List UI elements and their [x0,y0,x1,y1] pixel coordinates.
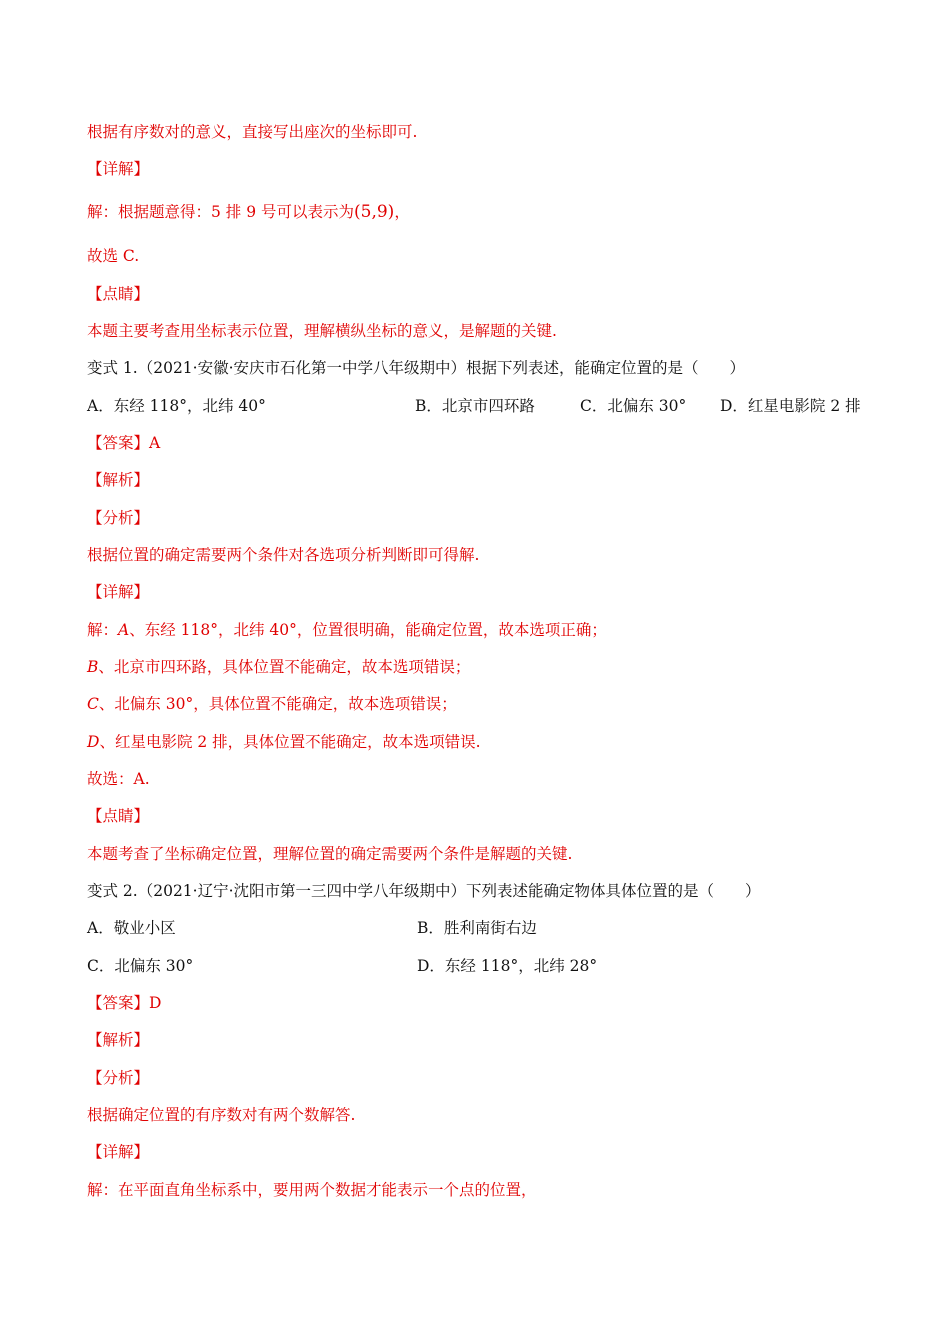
section-tag-solution: 【解析】 [87,1031,150,1049]
question-2-stem: 变式 2.（2021·辽宁·沈阳市第一三四中学八年级期中）下列表述能确定物体具体位置的是（ ） [87,882,761,900]
question-1-choice: 故选：A. [87,770,150,788]
section-tag-analysis: 【分析】 [87,509,150,527]
section-tag-detail: 【详解】 [87,583,150,601]
detail-a-text: 、东经 118°，北纬 40°，位置很明确，能确定位置，故本选项正确； [129,621,607,639]
question-2-answer [87,993,161,1013]
option-label-a: A [118,621,130,639]
detail-text [87,202,410,222]
question-2-option-d: D．东经 118°，北纬 28° [417,957,598,975]
option-label-d: D [87,733,100,751]
question-1-detail-d [87,732,481,752]
question-1-answer [87,433,160,453]
detail-c-text: 、北偏东 30°，具体位置不能确定，故本选项错误； [98,695,457,713]
detail-d-text: 、红星电影院 2 排，具体位置不能确定，故本选项错误. [99,733,481,751]
question-1-detail-a [87,620,607,640]
question-1-detail-c [87,694,457,714]
remark-text: 本题主要考查用坐标表示位置，理解横纵坐标的意义，是解题的关键. [87,322,557,340]
option-label-b: B [87,658,99,676]
question-1-detail-b [87,657,470,677]
question-2-option-b: B．胜利南街右边 [417,919,537,937]
section-tag-analysis: 【分析】 [87,1069,150,1087]
question-1-option-b: B．北京市四环路 [415,397,535,415]
answer-tag: 【答案】 [87,434,150,452]
question-1-option-a: A．东经 118°，北纬 40° [87,397,266,415]
coordinate-math: (5,9) [354,202,395,222]
question-1-remark: 本题考查了坐标确定位置，理解位置的确定需要两个条件是解题的关键. [87,845,573,863]
question-2-option-a: A．敬业小区 [87,919,176,937]
answer-value: A [149,434,161,452]
question-1-analysis: 根据位置的确定需要两个条件对各选项分析判断即可得解. [87,546,480,564]
detail-b-text: 、北京市四环路，具体位置不能确定，故本选项错误； [98,658,471,676]
detail-prefix: 解： [87,621,119,639]
section-tag-remark: 【点睛】 [87,285,150,303]
question-1-option-c: C．北偏东 30° [580,397,687,415]
section-tag-remark: 【点睛】 [87,807,150,825]
section-tag-solution: 【解析】 [87,471,150,489]
question-1-stem: 变式 1.（2021·安徽·安庆市石化第一中学八年级期中）根据下列表述，能确定位置的是（ ） [87,359,746,377]
answer-value: D [149,994,162,1012]
detail-text-prefix: 解：根据题意得：5 排 9 号可以表示为 [87,203,355,221]
question-2-analysis: 根据确定位置的有序数对有两个数解答. [87,1106,356,1124]
choice-text: 故选 C. [87,247,140,265]
question-2-detail: 解：在平面直角坐标系中，要用两个数据才能表示一个点的位置， [87,1181,537,1199]
question-2-option-c: C．北偏东 30° [87,957,194,975]
question-1-option-d: D．红星电影院 2 排 [720,397,861,415]
answer-tag: 【答案】 [87,994,150,1012]
option-label-c: C [87,695,99,713]
section-tag-detail: 【详解】 [87,1143,150,1161]
section-tag-detail: 【详解】 [87,160,150,178]
detail-text-suffix: ， [394,203,410,221]
analysis-text: 根据有序数对的意义，直接写出座次的坐标即可. [87,123,418,141]
